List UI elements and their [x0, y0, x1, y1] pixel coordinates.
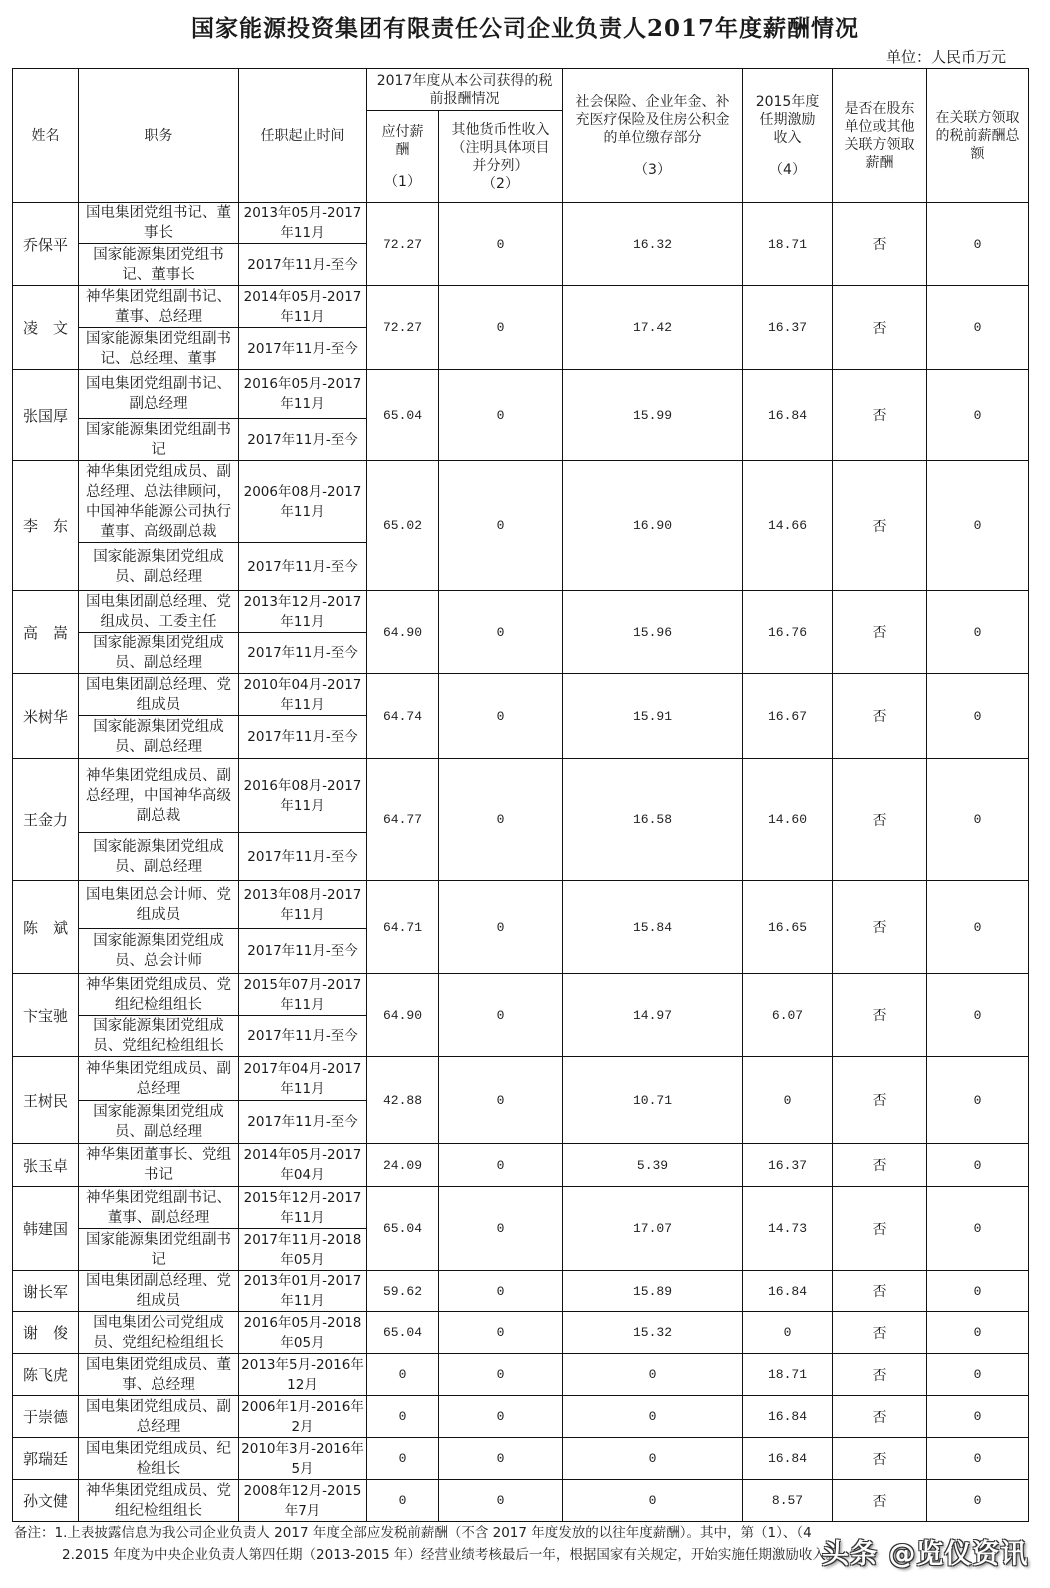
shareholder-flag: 否 [833, 203, 927, 286]
table-row [13, 881, 1029, 929]
related-total-value: 0 [927, 203, 1029, 286]
salary-value: 64.71 [367, 881, 439, 974]
person-name: 谢长军 [13, 1271, 79, 1312]
other-income-value: 0 [439, 370, 563, 461]
header-salary-no: （1） [384, 173, 421, 190]
person-name: 凌 文 [13, 286, 79, 370]
related-total-value: 0 [927, 1187, 1029, 1271]
header-salary-label: 应付薪酬 [381, 123, 424, 158]
insurance-value: 16.32 [563, 203, 743, 286]
position-duty: 国家能源集团党组成员、副总经理 [79, 716, 239, 759]
table-row [13, 591, 1029, 633]
position-duty: 国家能源集团党组成员、副总经理 [79, 543, 239, 591]
header-incentive [743, 69, 833, 203]
note-1: 备注：1.上表披露信息为我公司企业负责人 2017 年度全部应发税前薪酬（不含 2017 年度发放的以往年度薪酬）。其中，第（1）、（4 [14, 1525, 812, 1541]
header-other-income [439, 111, 563, 203]
position-term: 2017年11月-至今 [239, 244, 367, 286]
header-duty: 职务 [79, 69, 239, 203]
position-duty: 国电集团总会计师、党组成员 [79, 881, 239, 929]
shareholder-flag: 否 [833, 881, 927, 974]
watermark-logo: 头条 @览仪资讯 [822, 1539, 1029, 1570]
salary-value: 64.90 [367, 974, 439, 1057]
position-duty: 国电集团党组成员、纪检组长 [79, 1438, 239, 1480]
table-row [13, 1187, 1029, 1229]
table-row [13, 370, 1029, 419]
header-other-income-label: 其他货币性收入（注明具体项目并分列） [451, 121, 550, 174]
position-term: 2017年11月-至今 [239, 716, 367, 759]
person-name: 卞宝驰 [13, 974, 79, 1057]
other-income-value: 0 [439, 1271, 563, 1312]
position-term: 2008年12月-2015年7月 [239, 1480, 367, 1522]
shareholder-flag: 否 [833, 461, 927, 591]
shareholder-flag: 否 [833, 1187, 927, 1271]
table-row [13, 1438, 1029, 1480]
salary-value: 65.02 [367, 461, 439, 591]
incentive-value: 14.66 [743, 461, 833, 591]
header-shareholder-pay: 是否在股东单位或其他关联方领取薪酬 [833, 69, 927, 203]
insurance-value: 14.97 [563, 974, 743, 1057]
table-body [13, 203, 1029, 1522]
position-term: 2017年11月-至今 [239, 833, 367, 881]
header-incentive-no: （4） [769, 161, 806, 178]
other-income-value: 0 [439, 286, 563, 370]
person-name: 乔保平 [13, 203, 79, 286]
other-income-value: 0 [439, 1312, 563, 1354]
salary-value: 72.27 [367, 203, 439, 286]
header-term: 任职起止时间 [239, 69, 367, 203]
other-income-value: 0 [439, 1187, 563, 1271]
other-income-value: 0 [439, 203, 563, 286]
position-duty: 国电集团副总经理、党组成员 [79, 1271, 239, 1312]
position-term: 2015年07月-2017年11月 [239, 974, 367, 1016]
table-row [13, 674, 1029, 716]
header-insurance-label: 社会保险、企业年金、补充医疗保险及住房公积金的单位缴存部分 [575, 93, 730, 146]
position-duty: 国家能源集团党组副书记 [79, 419, 239, 461]
position-duty: 国家能源集团党组成员、副总经理 [79, 1101, 239, 1144]
other-income-value: 0 [439, 1057, 563, 1144]
position-duty: 国家能源集团党组书记、董事长 [79, 244, 239, 286]
table-row [13, 759, 1029, 833]
salary-value: 64.77 [367, 759, 439, 881]
person-name: 孙文健 [13, 1480, 79, 1522]
header-other-income-no: （2） [482, 175, 519, 192]
other-income-value: 0 [439, 881, 563, 974]
position-term: 2006年08月-2017年11月 [239, 461, 367, 543]
related-total-value: 0 [927, 1144, 1029, 1187]
position-term: 2017年11月-至今 [239, 633, 367, 674]
table-row [13, 974, 1029, 1016]
insurance-value: 17.42 [563, 286, 743, 370]
position-duty: 国电集团公司党组成员、党组纪检组组长 [79, 1312, 239, 1354]
position-term: 2016年08月-2017年11月 [239, 759, 367, 833]
table-row [13, 1354, 1029, 1396]
other-income-value: 0 [439, 1144, 563, 1187]
person-name: 王金力 [13, 759, 79, 881]
incentive-value: 18.71 [743, 203, 833, 286]
person-name: 陈 斌 [13, 881, 79, 974]
position-duty: 国家能源集团党组成员、副总经理 [79, 833, 239, 881]
person-name: 谢 俊 [13, 1312, 79, 1354]
table-row [13, 203, 1029, 244]
position-term: 2014年05月-2017年11月 [239, 286, 367, 328]
shareholder-flag: 否 [833, 1438, 927, 1480]
insurance-value: 15.96 [563, 591, 743, 674]
incentive-value: 14.73 [743, 1187, 833, 1271]
other-income-value: 0 [439, 1438, 563, 1480]
salary-value: 65.04 [367, 1312, 439, 1354]
related-total-value: 0 [927, 974, 1029, 1057]
position-duty: 国电集团党组成员、副总经理 [79, 1396, 239, 1438]
position-term: 2006年1月-2016年2月 [239, 1396, 367, 1438]
salary-value: 0 [367, 1396, 439, 1438]
table-row [13, 461, 1029, 543]
position-term: 2017年11月-至今 [239, 543, 367, 591]
position-term: 2017年11月-至今 [239, 419, 367, 461]
position-duty: 神华集团党组成员、副总经理，中国神华高级副总裁 [79, 759, 239, 833]
person-name: 米树华 [13, 674, 79, 759]
position-term: 2016年05月-2018年05月 [239, 1312, 367, 1354]
person-name: 李 东 [13, 461, 79, 591]
related-total-value: 0 [927, 759, 1029, 881]
position-term: 2017年11月-2018年05月 [239, 1229, 367, 1271]
shareholder-flag: 否 [833, 1144, 927, 1187]
position-term: 2017年11月-至今 [239, 328, 367, 370]
position-duty: 神华集团党组成员、党组纪检组组长 [79, 974, 239, 1016]
position-duty: 国电集团副总经理、党组成员、工委主任 [79, 591, 239, 633]
salary-value: 65.04 [367, 370, 439, 461]
salary-value: 0 [367, 1480, 439, 1522]
insurance-value: 17.07 [563, 1187, 743, 1271]
incentive-value: 18.71 [743, 1354, 833, 1396]
position-duty: 国电集团党组副书记、副总经理 [79, 370, 239, 419]
person-name: 韩建国 [13, 1187, 79, 1271]
position-term: 2013年01月-2017年11月 [239, 1271, 367, 1312]
insurance-value: 0 [563, 1354, 743, 1396]
incentive-value: 16.84 [743, 1438, 833, 1480]
incentive-value: 0 [743, 1312, 833, 1354]
table-row [13, 1144, 1029, 1187]
other-income-value: 0 [439, 461, 563, 591]
related-total-value: 0 [927, 674, 1029, 759]
incentive-value: 0 [743, 1057, 833, 1144]
salary-value: 0 [367, 1438, 439, 1480]
position-term: 2014年05月-2017年04月 [239, 1144, 367, 1187]
position-duty: 神华集团党组成员、副总经理、总法律顾问，中国神华能源公司执行董事、高级副总裁 [79, 461, 239, 543]
shareholder-flag: 否 [833, 1396, 927, 1438]
salary-value: 0 [367, 1354, 439, 1396]
incentive-value: 16.76 [743, 591, 833, 674]
position-term: 2013年5月-2016年12月 [239, 1354, 367, 1396]
salary-value: 42.88 [367, 1057, 439, 1144]
shareholder-flag: 否 [833, 1312, 927, 1354]
header-related-total: 在关联方领取的税前薪酬总额 [927, 69, 1029, 203]
insurance-value: 0 [563, 1480, 743, 1522]
position-duty: 神华集团党组副书记、董事、副总经理 [79, 1187, 239, 1229]
shareholder-flag: 否 [833, 974, 927, 1057]
position-duty: 神华集团党组成员、副总经理 [79, 1057, 239, 1101]
person-name: 陈飞虎 [13, 1354, 79, 1396]
header-insurance [563, 69, 743, 203]
position-duty: 国电集团副总经理、党组成员 [79, 674, 239, 716]
shareholder-flag: 否 [833, 674, 927, 759]
insurance-value: 16.58 [563, 759, 743, 881]
insurance-value: 15.32 [563, 1312, 743, 1354]
incentive-value: 14.60 [743, 759, 833, 881]
salary-value: 64.74 [367, 674, 439, 759]
shareholder-flag: 否 [833, 591, 927, 674]
shareholder-flag: 否 [833, 370, 927, 461]
incentive-value: 16.65 [743, 881, 833, 974]
notes [14, 1522, 839, 1566]
position-duty: 神华集团董事长、党组书记 [79, 1144, 239, 1187]
position-duty: 国家能源集团党组成员、党组纪检组组长 [79, 1016, 239, 1057]
header-incentive-label: 2015年度任期激励收入 [755, 93, 820, 146]
person-name: 于崇德 [13, 1396, 79, 1438]
table-row [13, 286, 1029, 328]
position-term: 2013年08月-2017年11月 [239, 881, 367, 929]
related-total-value: 0 [927, 1480, 1029, 1522]
related-total-value: 0 [927, 370, 1029, 461]
related-total-value: 0 [927, 1057, 1029, 1144]
position-duty: 神华集团党组成员、党组纪检组组长 [79, 1480, 239, 1522]
table-row [13, 1312, 1029, 1354]
position-term: 2010年3月-2016年5月 [239, 1438, 367, 1480]
related-total-value: 0 [927, 461, 1029, 591]
other-income-value: 0 [439, 674, 563, 759]
insurance-value: 15.91 [563, 674, 743, 759]
position-term: 2010年04月-2017年11月 [239, 674, 367, 716]
position-term: 2016年05月-2017年11月 [239, 370, 367, 419]
shareholder-flag: 否 [833, 759, 927, 881]
related-total-value: 0 [927, 1312, 1029, 1354]
salary-value: 64.90 [367, 591, 439, 674]
shareholder-flag: 否 [833, 1057, 927, 1144]
other-income-value: 0 [439, 759, 563, 881]
related-total-value: 0 [927, 1354, 1029, 1396]
other-income-value: 0 [439, 1480, 563, 1522]
incentive-value: 16.37 [743, 1144, 833, 1187]
insurance-value: 10.71 [563, 1057, 743, 1144]
position-term: 2017年11月-至今 [239, 1016, 367, 1057]
compensation-table [12, 68, 1029, 1522]
salary-value: 24.09 [367, 1144, 439, 1187]
person-name: 王树民 [13, 1057, 79, 1144]
position-term: 2013年05月-2017年11月 [239, 203, 367, 244]
position-duty: 神华集团党组副书记、董事、总经理 [79, 286, 239, 328]
header-salary [367, 111, 439, 203]
shareholder-flag: 否 [833, 1480, 927, 1522]
insurance-value: 15.99 [563, 370, 743, 461]
position-duty: 国电集团党组书记、董事长 [79, 203, 239, 244]
insurance-value: 0 [563, 1438, 743, 1480]
table-row [13, 1480, 1029, 1522]
position-term: 2017年11月-至今 [239, 929, 367, 974]
position-duty: 国家能源集团党组副书记、总经理、董事 [79, 328, 239, 370]
position-term: 2013年12月-2017年11月 [239, 591, 367, 633]
table-row [13, 1057, 1029, 1101]
page-title: 国家能源投资集团有限责任公司企业负责人2017年度薪酬情况 [190, 15, 859, 42]
position-duty: 国电集团党组成员、董事、总经理 [79, 1354, 239, 1396]
position-term: 2017年04月-2017年11月 [239, 1057, 367, 1101]
person-name: 郭瑞廷 [13, 1438, 79, 1480]
related-total-value: 0 [927, 1438, 1029, 1480]
shareholder-flag: 否 [833, 1354, 927, 1396]
other-income-value: 0 [439, 1396, 563, 1438]
incentive-value: 16.67 [743, 674, 833, 759]
incentive-value: 16.84 [743, 1271, 833, 1312]
incentive-value: 16.37 [743, 286, 833, 370]
other-income-value: 0 [439, 1354, 563, 1396]
note-2: 2.2015 年度为中央企业负责人第四任期（2013-2015 年）经营业绩考核最后一年，根据国家有关规定，开始实施任期激励收入。 [62, 1547, 840, 1563]
related-total-value: 0 [927, 1271, 1029, 1312]
related-total-value: 0 [927, 591, 1029, 674]
person-name: 高 嵩 [13, 591, 79, 674]
incentive-value: 16.84 [743, 370, 833, 461]
related-total-value: 0 [927, 286, 1029, 370]
position-term: 2015年12月-2017年11月 [239, 1187, 367, 1229]
insurance-value: 16.90 [563, 461, 743, 591]
position-term: 2017年11月-至今 [239, 1101, 367, 1144]
shareholder-flag: 否 [833, 286, 927, 370]
salary-value: 65.04 [367, 1187, 439, 1271]
insurance-value: 15.84 [563, 881, 743, 974]
shareholder-flag: 否 [833, 1271, 927, 1312]
other-income-value: 0 [439, 974, 563, 1057]
incentive-value: 8.57 [743, 1480, 833, 1522]
table-row [13, 1271, 1029, 1312]
person-name: 张国厚 [13, 370, 79, 461]
header-insurance-no: （3） [634, 161, 671, 178]
position-duty: 国家能源集团党组成员、副总经理 [79, 633, 239, 674]
header-2017-group: 2017年度从本公司获得的税前报酬情况 [367, 69, 563, 111]
insurance-value: 15.89 [563, 1271, 743, 1312]
table-row [13, 1396, 1029, 1438]
insurance-value: 5.39 [563, 1144, 743, 1187]
header-name: 姓名 [13, 69, 79, 203]
position-duty: 国家能源集团党组成员、总会计师 [79, 929, 239, 974]
related-total-value: 0 [927, 1396, 1029, 1438]
other-income-value: 0 [439, 591, 563, 674]
related-total-value: 0 [927, 881, 1029, 974]
position-duty: 国家能源集团党组副书记 [79, 1229, 239, 1271]
incentive-value: 6.07 [743, 974, 833, 1057]
insurance-value: 0 [563, 1396, 743, 1438]
unit-label: 单位：人民币万元 [885, 48, 1006, 66]
salary-value: 72.27 [367, 286, 439, 370]
person-name: 张玉卓 [13, 1144, 79, 1187]
incentive-value: 16.84 [743, 1396, 833, 1438]
salary-value: 59.62 [367, 1271, 439, 1312]
